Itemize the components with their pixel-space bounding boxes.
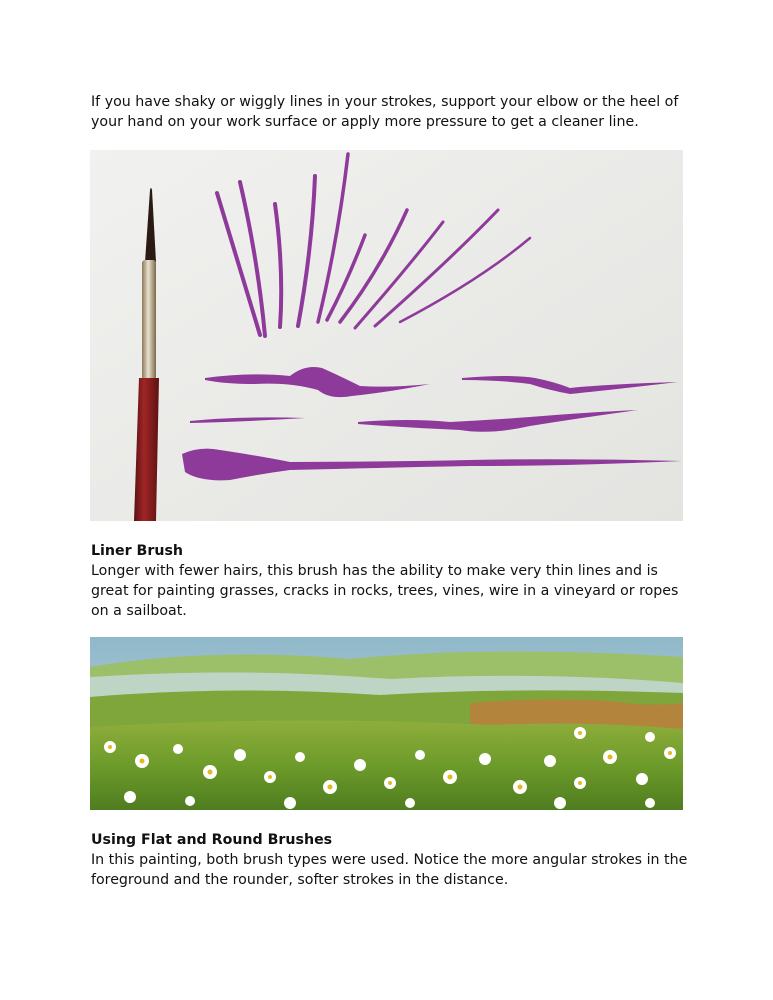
flat-round-brushes-body: In this painting, both brush types were used. Notice the more angular strokes in the foreground and the rounder, softer strokes in the distance. — [91, 852, 688, 888]
flat-round-brushes-section — [91, 830, 691, 890]
flat-round-brushes-heading: Using Flat and Round Brushes — [91, 832, 333, 848]
daisy-meadow-painting-image — [90, 637, 683, 810]
intro-paragraph: If you have shaky or wiggly lines in your strokes, support your elbow or the heel of your hand on your work surface or apply more pressure to get a cleaner line. — [91, 94, 679, 130]
liner-brush-heading: Liner Brush — [91, 543, 184, 559]
liner-brush-body: Longer with fewer hairs, this brush has the ability to make very thin lines and is great for painting grasses, cracks in rocks, trees, vines, wire in a vineyard or ropes on a sailboat. — [91, 563, 679, 619]
liner-brush-section — [91, 541, 691, 621]
liner-brush-strokes-image — [90, 150, 683, 521]
